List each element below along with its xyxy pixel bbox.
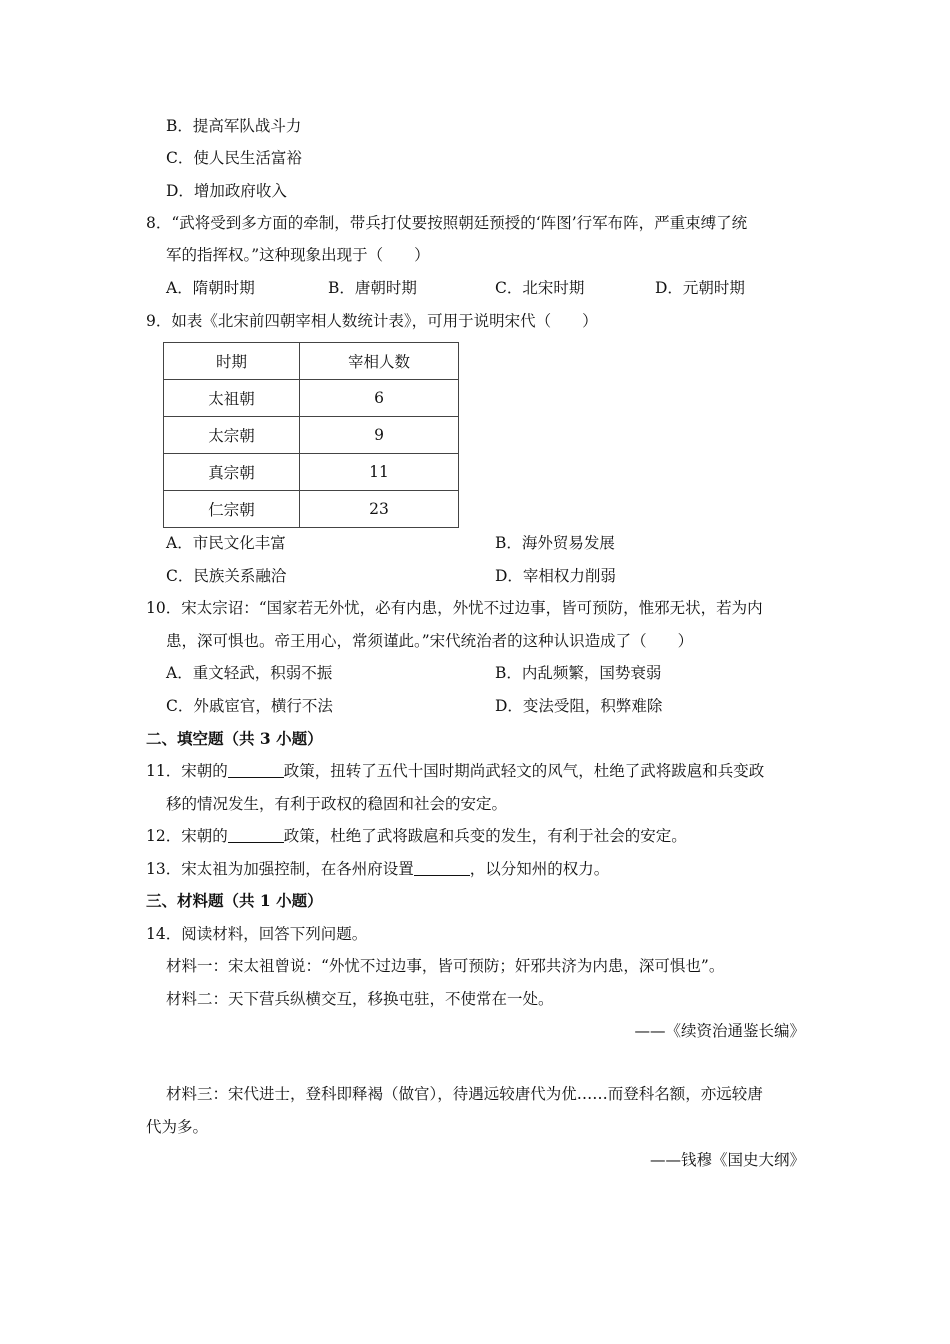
- table-row: [164, 491, 459, 528]
- table-row: [164, 454, 459, 491]
- question-12-pre: 12．宋朝的: [146, 827, 228, 845]
- section-heading-fill-in: 二、填空题（共 3 小题）: [146, 729, 323, 748]
- table-cell-count: 9: [300, 417, 459, 454]
- answer-blank: [228, 828, 284, 843]
- material-2: 材料二：天下营兵纵横交互，移换屯驻，不使常在一处。: [166, 990, 554, 1008]
- table-cell-period: 仁宗朝: [164, 491, 300, 528]
- table-header-count: 宰相人数: [300, 343, 459, 380]
- option-9b: B．海外贸易发展: [495, 534, 615, 552]
- question-13-pre: 13．宋太祖为加强控制，在各州府设置: [146, 860, 414, 878]
- table-cell-count: 11: [300, 454, 459, 491]
- material-1: 材料一：宋太祖曾说：“外忧不过边事，皆可预防；奸邪共济为内患，深可惧也”。: [166, 957, 725, 975]
- option-10b: B．内乱频繁，国势衰弱: [495, 664, 662, 682]
- option-8b: B．唐朝时期: [328, 279, 417, 297]
- table-cell-period: 太祖朝: [164, 380, 300, 417]
- table-row: [164, 380, 459, 417]
- option-10c: C．外戚宦官，横行不法: [166, 697, 333, 715]
- option-10d: D．变法受阻，积弊难除: [495, 697, 663, 715]
- option-7d: D．增加政府收入: [166, 182, 287, 200]
- material-3-source: ——钱穆《国史大纲》: [649, 1151, 805, 1169]
- option-9a: A．市民文化丰富: [166, 534, 286, 552]
- question-11-post: 政策，扭转了五代十国时期尚武轻文的风气，杜绝了武将跋扈和兵变政: [283, 762, 765, 780]
- option-10a: A．重文轻武，积弱不振: [166, 664, 333, 682]
- option-7b: B．提高军队战斗力: [166, 117, 302, 135]
- material-2-source: ——《续资治通鉴长编》: [634, 1022, 805, 1040]
- prime-minister-table: [163, 342, 459, 528]
- question-13-post: ，以分知州的权力。: [469, 860, 610, 878]
- option-7c: C．使人民生活富裕: [166, 149, 302, 167]
- option-8a: A．隋朝时期: [166, 279, 255, 297]
- table-cell-count: 23: [300, 491, 459, 528]
- table-row: [164, 417, 459, 454]
- question-12: [146, 826, 687, 846]
- table-cell-period: 太宗朝: [164, 417, 300, 454]
- question-9-stem: 9．如表《北宋前四朝宰相人数统计表》，可用于说明宋代（ ）: [146, 312, 598, 330]
- question-8-stem-line2: 军的指挥权。”这种现象出现于（ ）: [166, 246, 430, 264]
- question-11-pre: 11．宋朝的: [146, 762, 228, 780]
- question-12-post: 政策，杜绝了武将跋扈和兵变的发生，有利于社会的安定。: [283, 827, 687, 845]
- table-header-period: 时期: [164, 343, 300, 380]
- option-8c: C．北宋时期: [495, 279, 585, 297]
- option-9c: C．民族关系融洽: [166, 567, 287, 585]
- table-header-row: [164, 343, 459, 380]
- table-cell-count: 6: [300, 380, 459, 417]
- section-heading-material: 三、材料题（共 1 小题）: [146, 891, 323, 910]
- question-8-stem-line1: 8．“武将受到多方面的牵制，带兵打仗要按照朝廷预授的‘阵图’行军布阵，严重束缚了统: [146, 214, 748, 232]
- question-11-line1: [146, 761, 764, 781]
- question-10-stem-line2: 患，深可惧也。帝王用心，常须谨此。”宋代统治者的这种认识造成了（ ）: [166, 632, 694, 650]
- answer-blank: [414, 861, 470, 876]
- question-10-stem-line1: 10．宋太宗诏：“国家若无外忧，必有内患，外忧不过边事，皆可预防，惟邪无状，若为内: [146, 599, 763, 617]
- question-14-stem: 14．阅读材料，回答下列问题。: [146, 925, 368, 943]
- option-9d: D．宰相权力削弱: [495, 567, 616, 585]
- question-13: [146, 859, 609, 879]
- material-3-line1: 材料三：宋代进士，登科即释褐（做官），待遇远较唐代为优……而登科名额，亦远较唐: [166, 1085, 763, 1103]
- answer-blank: [228, 763, 284, 778]
- option-8d: D．元朝时期: [655, 279, 745, 297]
- table-cell-period: 真宗朝: [164, 454, 300, 491]
- question-11-line2: 移的情况发生，有利于政权的稳固和社会的安定。: [166, 795, 508, 813]
- material-3-line2: 代为多。: [146, 1118, 209, 1136]
